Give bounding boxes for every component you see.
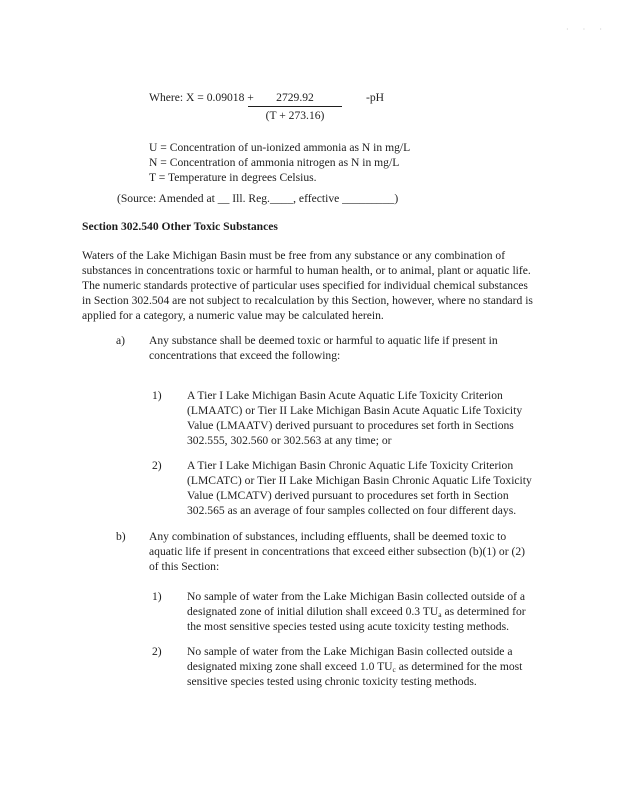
paragraph-line: in Section 302.504 are not subject to recalculation by this Section, however, where no standard is: [82, 294, 533, 307]
item-b-line: of this Section:: [149, 560, 220, 573]
formula-numerator: 2729.92: [248, 90, 342, 107]
item-a-line: concentrations that exceed the following:: [149, 349, 341, 362]
formula-where: Where: X = 0.09018 +: [149, 91, 254, 104]
item-a1-line: 302.555, 302.560 or 302.563 at any time; or: [187, 434, 392, 447]
item-a1-line: A Tier I Lake Michigan Basin Acute Aquatic Life Toxicity Criterion: [187, 389, 503, 402]
item-b2-label: 2): [152, 645, 162, 658]
item-b-line: Any combination of substances, including effluents, shall be deemed toxic to: [149, 530, 507, 543]
page-corner-marks: · · ·: [566, 25, 608, 34]
tu-subscript: a: [438, 610, 442, 619]
item-a2-line: (LMCATC) or Tier II Lake Michigan Basin Chronic Aquatic Life Toxicity: [187, 474, 532, 487]
item-b1-line: [187, 604, 526, 619]
definition-n: N = Concentration of ammonia nitrogen as N in mg/L: [149, 156, 400, 169]
paragraph-line: The numeric standards protective of particular uses specified for individual chemical substances: [82, 279, 528, 292]
item-a2-text: [187, 458, 532, 518]
item-a1-text: [187, 388, 522, 448]
item-b1-label: 1): [152, 590, 162, 603]
formula-minus-ph: -pH: [366, 91, 385, 104]
item-b-text: [149, 529, 525, 574]
item-a2-label: 2): [152, 459, 162, 472]
definition-u: U = Concentration of un-ionized ammonia as N in mg/L: [149, 141, 411, 154]
item-b2-line2-tail: as determined for the most: [395, 660, 523, 673]
item-a1-label: 1): [152, 389, 162, 402]
item-a2-line: Value (LMCATV) derived pursuant to procedures set forth in Section: [187, 489, 509, 502]
paragraph-line: substances in concentrations toxic or harmful to human health, or to animal, plant or aquatic life.: [82, 264, 531, 277]
item-a-text: [149, 333, 498, 363]
item-a-label: a): [116, 334, 126, 347]
item-b2-line: No sample of water from the Lake Michigan Basin collected outside a: [187, 645, 513, 658]
item-a1-line: Value (LMAATV) derived pursuant to procedures set forth in Sections: [187, 419, 514, 432]
paragraph-line: Waters of the Lake Michigan Basin must be free from any substance or any combination of: [82, 249, 506, 262]
paragraph-line: applied for a category, a numeric value may be calculated herein.: [82, 309, 384, 322]
item-a-line: Any substance shall be deemed toxic or harmful to aquatic life if present in: [149, 334, 498, 347]
item-b2-text: [187, 644, 522, 689]
intro-paragraph: [82, 248, 542, 323]
section-title: Section 302.540 Other Toxic Substances: [82, 220, 278, 233]
item-b1-line2-start: designated zone of initial dilution shall exceed 0.3 TU: [187, 605, 439, 618]
formula-denominator: (T + 273.16): [265, 109, 325, 122]
tu-subscript: c: [392, 665, 396, 674]
item-b2-line: sensitive species tested using chronic toxicity testing methods.: [187, 675, 477, 688]
item-a1-line: (LMAATC) or Tier II Lake Michigan Basin Acute Aquatic Life Toxicity: [187, 404, 523, 417]
item-a2-line: A Tier I Lake Michigan Basin Chronic Aquatic Life Toxicity Criterion: [187, 459, 514, 472]
definition-t: T = Temperature in degrees Celsius.: [149, 171, 317, 184]
item-b1-line: the most sensitive species tested using acute toxicity testing methods.: [187, 620, 509, 633]
item-b2-line2-start: designated mixing zone shall exceed 1.0 TU: [187, 660, 393, 673]
definitions-list: [149, 140, 410, 185]
item-b1-line2-tail: as determined for: [441, 605, 526, 618]
item-b-label: b): [116, 530, 126, 543]
formula-fraction: [248, 90, 342, 123]
item-b2-line: [187, 659, 522, 674]
source-note: (Source: Amended at __ Ill. Reg.____, effective _________): [117, 192, 399, 205]
item-b1-text: [187, 589, 526, 634]
item-a2-line: 302.565 as an average of four samples collected on four different days.: [187, 504, 517, 517]
item-b1-line: No sample of water from the Lake Michigan Basin collected outside of a: [187, 590, 526, 603]
item-b-line: aquatic life if present in concentrations that exceed either subsection (b)(1) or (2): [149, 545, 525, 558]
